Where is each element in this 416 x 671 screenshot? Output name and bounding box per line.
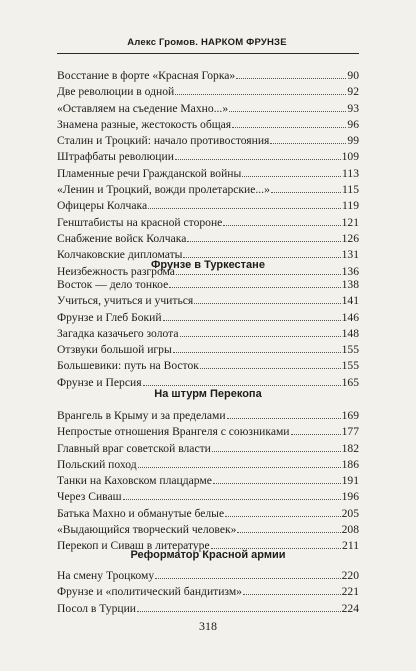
toc-entry-title: Офицеры Колчака	[57, 199, 148, 213]
toc-entry-page: 191	[341, 474, 359, 488]
toc-group-1	[57, 68, 359, 280]
toc-entry-title: Две революции в одной	[57, 85, 175, 99]
toc-entry-page: 221	[341, 585, 359, 599]
toc-entry	[57, 149, 359, 165]
dot-leader	[183, 256, 340, 258]
toc-entry-title: Фрунзе и Персия	[57, 375, 142, 389]
toc-entry	[57, 182, 359, 198]
section-title-perekop: На штурм Перекопа	[154, 388, 262, 400]
toc-entry-page: 126	[341, 231, 359, 245]
toc-entry-title: Неизбежность разгрома	[57, 264, 175, 278]
toc-entry-page: 186	[341, 457, 359, 471]
toc-entry-page: 99	[347, 134, 359, 148]
toc-entry-title: «Оставляем на съедение Махно...»	[57, 101, 229, 115]
toc-entry-page: 155	[341, 343, 359, 357]
toc-entry-page: 141	[341, 294, 359, 308]
toc-group-2	[57, 277, 359, 391]
toc-entry-title: Снабжение войск Колчака	[57, 231, 187, 245]
toc-entry-page: 113	[342, 166, 359, 180]
dot-leader	[229, 110, 346, 112]
toc-entry	[57, 68, 359, 84]
section-title-turkestan: Фрунзе в Туркестане	[151, 259, 265, 271]
toc-entry-page: 119	[342, 199, 359, 213]
toc-entry	[57, 166, 359, 182]
toc-entry-title: Знамена разные, жестокость общая	[57, 117, 232, 131]
dot-leader	[194, 302, 340, 304]
dot-leader	[271, 191, 341, 193]
toc-entry-page: 121	[341, 215, 359, 229]
dot-leader	[163, 319, 341, 321]
toc-entry-page: 148	[341, 326, 359, 340]
toc-entry	[57, 408, 359, 424]
toc-entry	[57, 522, 359, 538]
toc-group-3	[57, 408, 359, 555]
dot-leader	[243, 593, 341, 595]
dot-leader	[175, 158, 341, 160]
toc-entry-page: 169	[341, 409, 359, 422]
toc-entry-title: Посол в Турции	[57, 601, 137, 615]
toc-entry-page: 146	[341, 310, 359, 324]
dot-leader	[237, 531, 340, 533]
toc-entry	[57, 277, 359, 293]
toc-entry-title: «Ленин и Троцкий, вожди пролетарские...»	[57, 183, 270, 197]
toc-entry	[57, 117, 359, 133]
dot-leader	[232, 126, 346, 128]
toc-entry-title: Танки на Каховском плацдарме	[57, 474, 212, 488]
toc-entry-page: 224	[341, 601, 359, 615]
toc-entry-title: Колчаковские дипломаты	[57, 248, 183, 262]
toc-entry	[57, 326, 359, 342]
dot-leader	[227, 417, 341, 419]
toc-entry	[57, 84, 359, 100]
toc-entry-page: 196	[341, 490, 359, 504]
toc-entry	[57, 101, 359, 117]
dot-leader	[176, 273, 341, 275]
toc-entry	[57, 489, 359, 505]
toc-entry	[57, 215, 359, 231]
toc-entry-page: 155	[341, 359, 359, 373]
toc-entry-page: 90	[347, 69, 359, 82]
toc-entry	[57, 601, 359, 617]
dot-leader	[143, 384, 341, 386]
toc-entry-page: 211	[342, 539, 359, 553]
dot-leader	[123, 498, 341, 500]
toc-group-4	[57, 568, 359, 617]
toc-entry-page: 93	[347, 101, 359, 115]
toc-entry	[57, 424, 359, 440]
dot-leader	[270, 142, 346, 144]
toc-entry	[57, 441, 359, 457]
toc-entry	[57, 584, 359, 600]
toc-entry-page: 92	[347, 85, 359, 99]
running-head: Алекс Громов. НАРКОМ ФРУНЗЕ	[127, 37, 287, 48]
toc-entry-title: Пламенные речи Гражданской войны	[57, 166, 242, 180]
toc-entry-title: Штрафбаты революции	[57, 150, 174, 164]
page-number: 318	[199, 619, 217, 633]
header-rule	[57, 53, 359, 54]
toc-entry-title: Генштабисты на красной стороне	[57, 215, 223, 229]
toc-entry-title: Главный враг советской власти	[57, 441, 211, 455]
toc-entry-page: 208	[341, 523, 359, 537]
toc-entry-page: 138	[341, 278, 359, 291]
dot-leader	[148, 207, 341, 209]
toc-entry	[57, 457, 359, 473]
dot-leader	[291, 433, 341, 435]
dot-leader	[223, 224, 340, 226]
toc-entry-page: 177	[341, 425, 359, 439]
toc-entry	[57, 358, 359, 374]
section-title-reformer: Реформатор Красной армии	[130, 549, 286, 561]
toc-entry	[57, 568, 359, 584]
dot-leader	[137, 610, 341, 612]
toc-entry-title: Сталин и Троцкий: начало противостояния	[57, 134, 270, 148]
toc-entry	[57, 231, 359, 247]
toc-entry-title: Через Сиваш	[57, 490, 122, 504]
dot-leader	[173, 351, 341, 353]
dot-leader	[225, 515, 340, 517]
toc-entry-page: 182	[341, 441, 359, 455]
toc-entry-title: Фрунзе и Глеб Бокий	[57, 310, 162, 324]
toc-entry	[57, 293, 359, 309]
toc-entry-title: Батька Махно и обманутые белые	[57, 506, 225, 520]
toc-entry-title: Большевики: путь на Восток	[57, 359, 199, 373]
dot-leader	[212, 450, 341, 452]
toc-entry-page: 205	[341, 506, 359, 520]
toc-entry-title: Учиться, учиться и учиться	[57, 294, 194, 308]
dot-leader	[236, 77, 346, 79]
toc-entry-page: 115	[342, 183, 359, 197]
toc-entry-page: 109	[341, 150, 359, 164]
dot-leader	[200, 367, 341, 369]
toc-entry	[57, 342, 359, 358]
toc-entry-title: Отзвуки большой игры	[57, 343, 172, 357]
toc-entry-title: Польский поход	[57, 457, 137, 471]
toc-entry-title: На смену Троцкому	[57, 569, 155, 582]
toc-entry-title: Фрунзе и «политический бандитизм»	[57, 585, 242, 599]
toc-entry	[57, 133, 359, 149]
toc-entry-title: Непростые отношения Врангеля с союзниками	[57, 425, 290, 439]
dot-leader	[169, 286, 340, 288]
toc-entry-page: 96	[347, 117, 359, 131]
dot-leader	[175, 93, 346, 95]
toc-entry	[57, 198, 359, 214]
toc-entry-title: Врангель в Крыму и за пределами	[57, 409, 226, 422]
dot-leader	[155, 577, 340, 579]
dot-leader	[242, 175, 341, 177]
toc-entry-title: «Выдающийся творческий человек»	[57, 523, 237, 537]
toc-entry-page: 220	[341, 569, 359, 582]
dot-leader	[187, 240, 340, 242]
toc-entry	[57, 473, 359, 489]
toc-entry	[57, 310, 359, 326]
toc-entry-page: 165	[341, 375, 359, 389]
toc-entry-title: Восстание в форте «Красная Горка»	[57, 69, 236, 82]
dot-leader	[213, 482, 341, 484]
dot-leader	[180, 335, 341, 337]
toc-entry	[57, 506, 359, 522]
toc-entry-page: 131	[341, 248, 359, 262]
toc-entry-title: Восток — дело тонкое	[57, 278, 169, 291]
dot-leader	[138, 466, 341, 468]
toc-entry-title: Перекоп и Сиваш в литературе	[57, 539, 210, 553]
toc-entry-title: Загадка казачьего золота	[57, 326, 179, 340]
toc-entry-page: 136	[341, 264, 359, 278]
